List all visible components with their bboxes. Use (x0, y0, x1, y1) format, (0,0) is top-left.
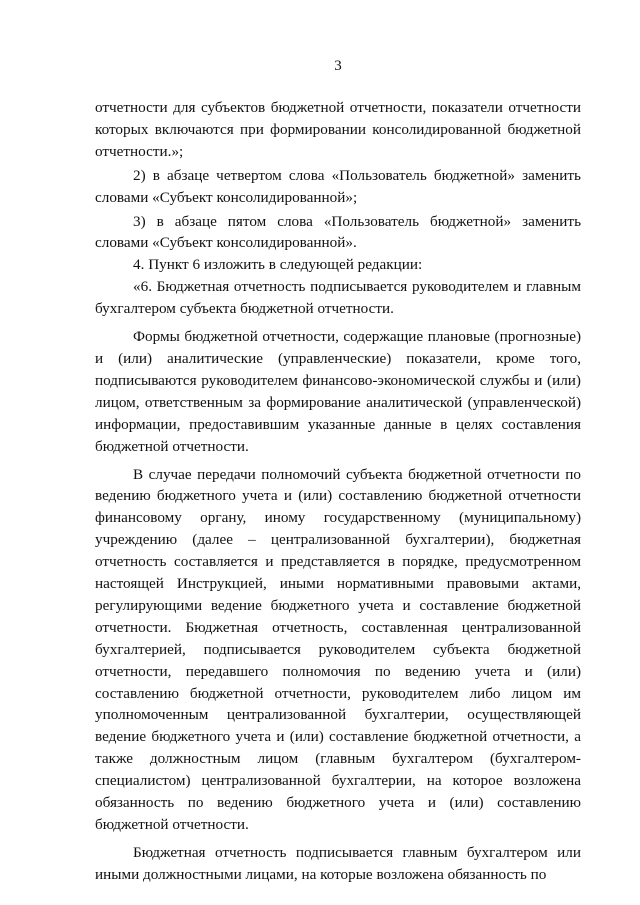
document-body (95, 97, 581, 886)
paragraph-delegation: В случае передачи полномочий субъекта бюджетной отчетности по ведению бюджетного учета и (или) составлению бюджетной отчетности финансовому органу, иному государственному (муниципальному) учреждению (далее – централизованной бухгалтерии), бюджетная отчетность составляется и представляется в порядке, предусмотренном настоящей Инструкцией, иными нормативными правовыми актами, регулирующими ведение бюджетного учета и составление бюджетной отчетности. Бюджетная отчетность, составленная централизованной бухгалтерией, подписывается руководителем субъекта бюджетной отчетности, передавшего полномочия по ведению учета и (или) составлению бюджетной отчетности, руководителем либо лицом им уполномоченным централизованной бухгалтерии, осуществляющей ведение бюджетного учета и (или) составление бюджетной отчетности, а также должностным лицом (главным бухгалтером (бухгалтером-специалистом) централизованной бухгалтерии, на которое возложена обязанность по ведению бюджетного учета и (или) составлению бюджетной отчетности. (95, 465, 581, 833)
paragraph-continuation: отчетности для субъектов бюджетной отчетности, показатели отчетности которых включаются при формировании консолидированной бюджетной отчетности.»; (95, 99, 581, 160)
paragraph-clause-6: «6. Бюджетная отчетность подписывается руководителем и главным бухгалтером субъекта бюджетной отчетности. (95, 278, 581, 318)
paragraph-forms: Формы бюджетной отчетности, содержащие плановые (прогнозные) и (или) аналитические (управленческие) показатели, кроме того, подписываются руководителем финансово-экономической службы и (или) лицом, ответственным за формирование аналитической (управленческой) информации, предоставившим указанные данные в целях составления бюджетной отчетности. (95, 328, 581, 455)
paragraph-item-2: 2) в абзаце четвертом слова «Пользователь бюджетной» заменить словами «Субъект консолидированной»; (95, 166, 581, 206)
paragraph-signature: Бюджетная отчетность подписывается главным бухгалтером или иными должностными лицами, на которые возложена обязанность по (95, 843, 581, 883)
page-number: 3 (334, 58, 342, 74)
paragraph-item-3: 3) в абзаце пятом слова «Пользователь бюджетной» заменить словами «Субъект консолидированной». (95, 212, 581, 252)
paragraph-item-4: 4. Пункт 6 изложить в следующей редакции: (133, 256, 423, 274)
